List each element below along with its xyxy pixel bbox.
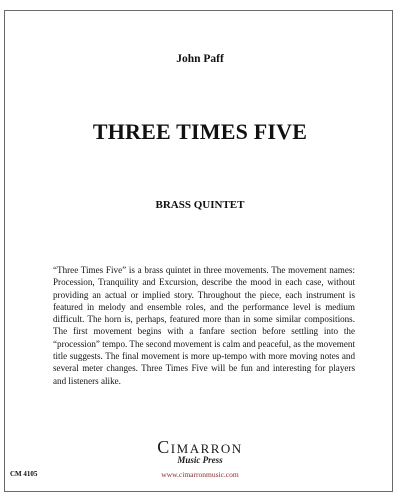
piece-description: “Three Times Five” is a brass quintet in three movements. The movement names: Procession, Tranquility and Excursion, describe the mood in each case, without providing an actual or implied story. Throughout the piece, each instrument is featured in melody and ensemble roles, and the performance level is medium difficult. The horn is, perhaps, featured more than in some similar compositions. The first movement begins with a fanfare section before settling into the “procession” tempo. The second movement is calm and peaceful, as the movement title suggests. The final movement is more up-tempo with more moving notes and several meter changes. Three Times Five will be fun and interesting for players and listeners alike. <box>53 265 355 386</box>
publisher-subtitle: Music Press <box>177 455 223 465</box>
catalog-number: CM 4105 <box>10 470 38 478</box>
piece-title: THREE TIMES FIVE <box>92 119 308 144</box>
publisher-logo <box>0 438 400 465</box>
publisher-name: Cimarron <box>157 437 243 457</box>
page-border <box>4 10 393 492</box>
composer-name: John Paff <box>176 53 224 65</box>
publisher-website-link[interactable]: www.cimarronmusic.com <box>161 470 239 479</box>
instrumentation-label: BRASS QUINTET <box>155 199 245 211</box>
